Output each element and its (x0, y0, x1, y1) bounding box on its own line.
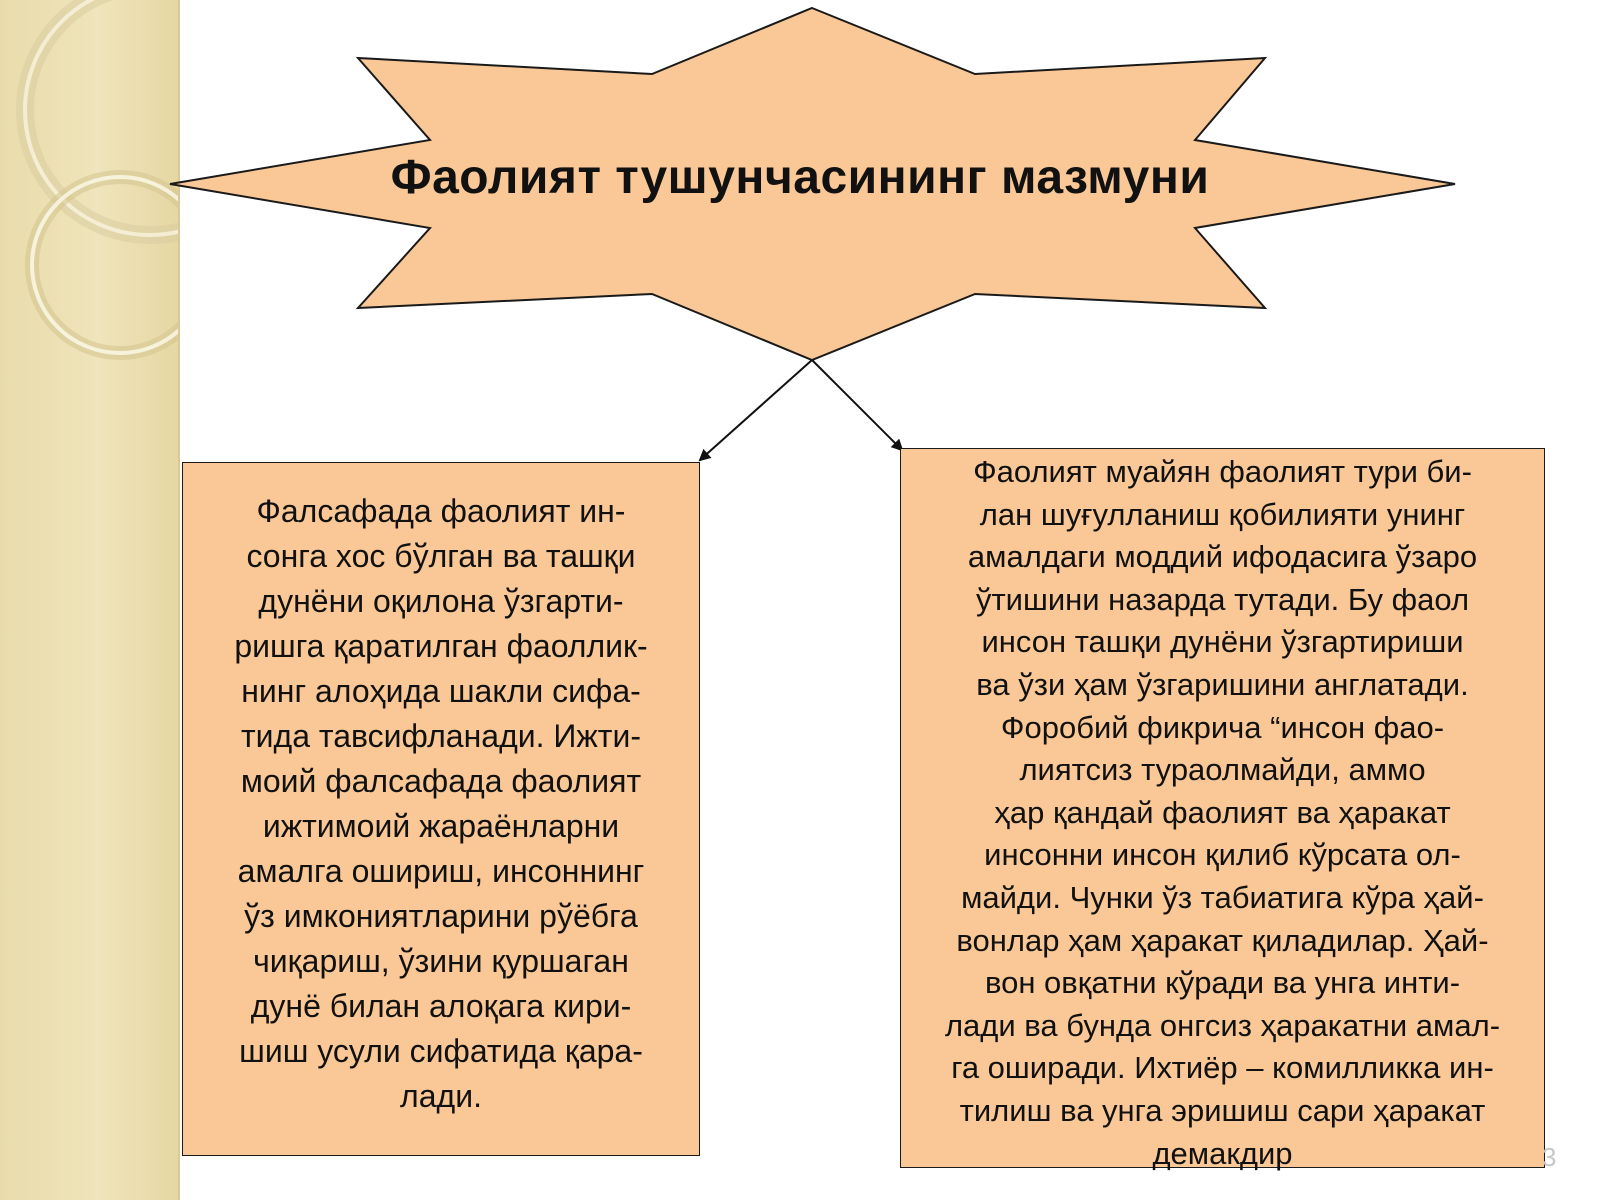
slide-page-number: 3 (1542, 1142, 1557, 1172)
text-line: инсон ташқи дунёни ўзгартириши (981, 624, 1464, 660)
text-line: Фалсафада фаолият ин- (256, 493, 626, 529)
diagram-title: Фаолият тушунчасининг мазмуни (390, 151, 1210, 204)
text-line: ришга қаратилган фаоллик- (234, 628, 648, 664)
text-line: ижтимоий жараёнларни (262, 808, 620, 844)
text-line: инсонни инсон қилиб кўрсата ол- (984, 837, 1461, 873)
text-line: вон овқатни кўради ва унга инти- (984, 965, 1461, 1001)
text-line: лади. (400, 1078, 482, 1114)
left-text-box (182, 462, 700, 1156)
text-line: шиш усули сифатида қара- (239, 1033, 643, 1069)
text-line: ўз имкониятларини рўёбга (244, 898, 638, 934)
text-line: нинг алоҳида шакли сифа- (241, 673, 641, 709)
text-line: ўтишини назарда тутади. Бу фаол (975, 581, 1470, 617)
text-line: демакдир (1152, 1135, 1293, 1171)
text-line: ҳар қандай фаолият ва ҳаракат (994, 794, 1451, 830)
text-line: Форобий фикрича “инсон фао- (1000, 709, 1445, 745)
arrow-to-left-box (700, 360, 812, 460)
text-line: дунёни оқилона ўзгарти- (258, 583, 624, 619)
text-line: ва ўзи ҳам ўзгаришини англатади. (976, 666, 1469, 702)
text-line: амалга ошириш, инсоннинг (237, 853, 645, 889)
text-line: сонга хос бўлган ва ташқи (246, 538, 636, 574)
text-line: амалдаги моддий ифодасига ўзаро (967, 539, 1478, 575)
text-line: лан шуғулланиш қобилияти унинг (979, 496, 1466, 532)
text-line: тида тавсифланади. Ижти- (241, 718, 641, 754)
arrow-to-right-box (812, 360, 902, 450)
right-text-box (900, 448, 1545, 1171)
text-line: дунё билан алоқага кири- (250, 988, 632, 1024)
text-line: лади ва бунда онгсиз ҳаракатни амал- (944, 1007, 1501, 1043)
text-line: тилиш ва унга эришиш сари ҳаракат (959, 1092, 1486, 1128)
text-line: лиятсиз тураолмайди, аммо (1019, 752, 1426, 788)
text-line: га оширади. Ихтиёр – комилликка ин- (951, 1050, 1494, 1086)
text-line: чиқариш, ўзини қуршаган (253, 943, 629, 979)
text-line: моий фалсафада фаолият (240, 763, 642, 799)
text-line: майди. Чунки ўз табиатига кўра ҳай- (961, 879, 1484, 915)
text-line: Фаолият муайян фаолият тури би- (973, 454, 1472, 489)
text-line: вонлар ҳам ҳаракат қиладилар. Ҳай- (956, 922, 1489, 958)
